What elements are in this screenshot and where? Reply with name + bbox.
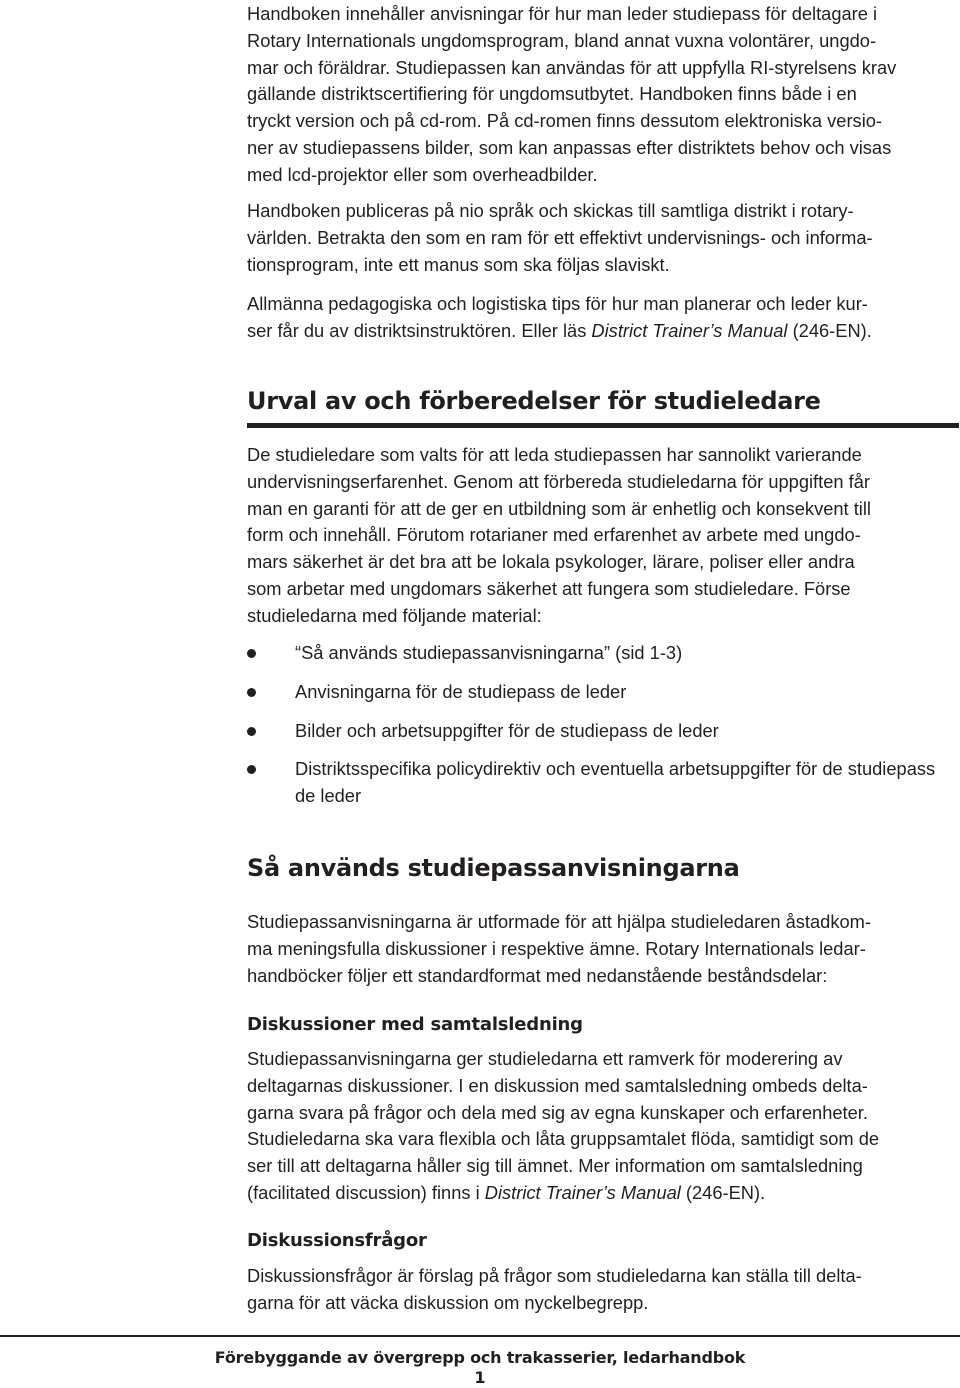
list-item xyxy=(247,679,959,706)
text-line: undervisningserfarenhet. Genom att förbereda studieledarna för uppgiften får xyxy=(247,470,870,492)
footer-title: Förebyggande av övergrepp och trakasserier, ledarhandbok xyxy=(214,1348,746,1367)
text-line-post: (246-EN). xyxy=(680,1181,766,1203)
text-line: Allmänna pedagogiska och logistiska tips för hur man planerar och leder kur- xyxy=(247,293,868,314)
sa-paragraph xyxy=(247,909,871,989)
text-line: Studiepassanvisningarna är utformade för att hjälpa studieledaren åstadkom- xyxy=(247,911,871,932)
text-line-pre: (facilitated discussion) finns i xyxy=(247,1181,485,1203)
text-line: form och innehåll. Förutom rotarianer med erfarenhet av arbete med ungdo- xyxy=(247,524,861,546)
subheading-diskussionsfragor: Diskussionsfrågor xyxy=(247,1230,427,1251)
text-line: man en garanti för att de ger en utbildning som är enhetlig och konsekvent till xyxy=(247,497,871,519)
list-item xyxy=(247,718,959,745)
list-item-text: “Så används studiepassanvisningarna” (sid 1-3) xyxy=(295,642,683,663)
text-line: Studieledarna ska vara flexibla och låta gruppsamtalet flöda, samtidigt som de xyxy=(247,1128,880,1150)
list-item xyxy=(247,756,959,810)
diskussionsfragor-paragraph xyxy=(247,1263,862,1317)
text-line: gällande distriktscertifiering för ungdomsutbytet. Handboken finns både i en xyxy=(247,83,857,105)
text-line: De studieledare som valts för att leda studiepassen har sannolikt varierande xyxy=(247,444,862,465)
text-line: ser till att deltagarna håller sig till ämnet. Mer information om samtalsledning xyxy=(247,1155,863,1177)
text-line: mars säkerhet är det bra att be lokala psykologer, lärare, poliser eller andra xyxy=(247,551,855,573)
urval-paragraph xyxy=(247,442,871,630)
intro-paragraph-2 xyxy=(247,198,873,278)
bullet-icon xyxy=(247,688,256,697)
section-divider xyxy=(247,423,959,428)
text-line: garna svara på frågor och dela med sig av egna kunskaper och erfarenheter. xyxy=(247,1101,868,1123)
text-line: tryckt version och på cd-rom. På cd-romen finns dessutom elektroniska versio- xyxy=(247,110,883,132)
text-line: studieledarna med följande material: xyxy=(247,604,542,626)
text-line: handböcker följer ett standardformat med nedanstående beståndsdelar: xyxy=(247,964,828,986)
text-line: mar och föräldrar. Studiepassen kan användas för att uppfylla RI-styrelsens krav xyxy=(247,56,897,78)
text-line-post: (246-EN). xyxy=(787,319,872,341)
footer-divider xyxy=(0,1335,960,1337)
subheading-diskussioner: Diskussioner med samtalsledning xyxy=(247,1014,583,1035)
text-line: Diskussionsfrågor är förslag på frågor som studieledarna kan ställa till delta- xyxy=(247,1265,862,1286)
materials-list xyxy=(247,640,959,810)
list-item-text: Bilder och arbetsuppgifter för de studiepass de leder xyxy=(295,719,719,741)
intro-paragraph-1 xyxy=(247,1,896,189)
text-line: världen. Betrakta den som en ram för ett effektivt undervisnings- och informa- xyxy=(247,226,873,248)
text-line: garna för att väcka diskussion om nyckelbegrepp. xyxy=(247,1291,649,1313)
diskussioner-paragraph xyxy=(247,1046,879,1207)
text-line: ma meningsfulla diskussioner i respektive ämne. Rotary Internationals ledar- xyxy=(247,937,866,959)
page-number: 1 xyxy=(474,1368,486,1387)
bullet-icon xyxy=(247,649,256,658)
text-line: Studiepassanvisningarna ger studieledarna ett ramverk för moderering av xyxy=(247,1048,843,1069)
list-item-text: Distriktsspecifika policydirektiv och eventuella arbetsuppgifter för de studiepass de leder xyxy=(295,758,936,807)
manual-title: District Trainer’s Manual xyxy=(484,1181,681,1203)
list-item xyxy=(247,640,959,667)
list-item-text: Anvisningarna för de studiepass de leder xyxy=(295,680,627,702)
text-line: ner av studiepassens bilder, som kan anpassas efter distriktets behov och visas xyxy=(247,136,892,158)
intro-paragraph-3 xyxy=(247,291,872,345)
text-line: som arbetar med ungdomars säkerhet att fungera som studieledare. Förse xyxy=(247,577,851,599)
text-line-pre: ser får du av distriktsinstruktören. Eller läs xyxy=(247,319,592,341)
section-heading-sa: Så används studiepassanvisningarna xyxy=(247,854,740,882)
text-line: Rotary Internationals ungdomsprogram, bland annat vuxna volontärer, ungdo- xyxy=(247,29,877,51)
manual-title: District Trainer’s Manual xyxy=(591,319,788,341)
bullet-icon xyxy=(247,727,256,736)
bullet-icon xyxy=(247,765,256,774)
text-line: deltagarnas diskussioner. I en diskussion med samtalsledning ombeds delta- xyxy=(247,1074,868,1096)
section-heading-urval: Urval av och förberedelser för studieledare xyxy=(247,387,821,415)
text-line: tionsprogram, inte ett manus som ska följas slaviskt. xyxy=(247,253,670,275)
text-line: med lcd-projektor eller som overheadbilder. xyxy=(247,163,598,185)
text-line: Handboken publiceras på nio språk och skickas till samtliga distrikt i rotary- xyxy=(247,200,854,221)
text-line: Handboken innehåller anvisningar för hur man leder studiepass för deltagare i xyxy=(247,3,878,24)
